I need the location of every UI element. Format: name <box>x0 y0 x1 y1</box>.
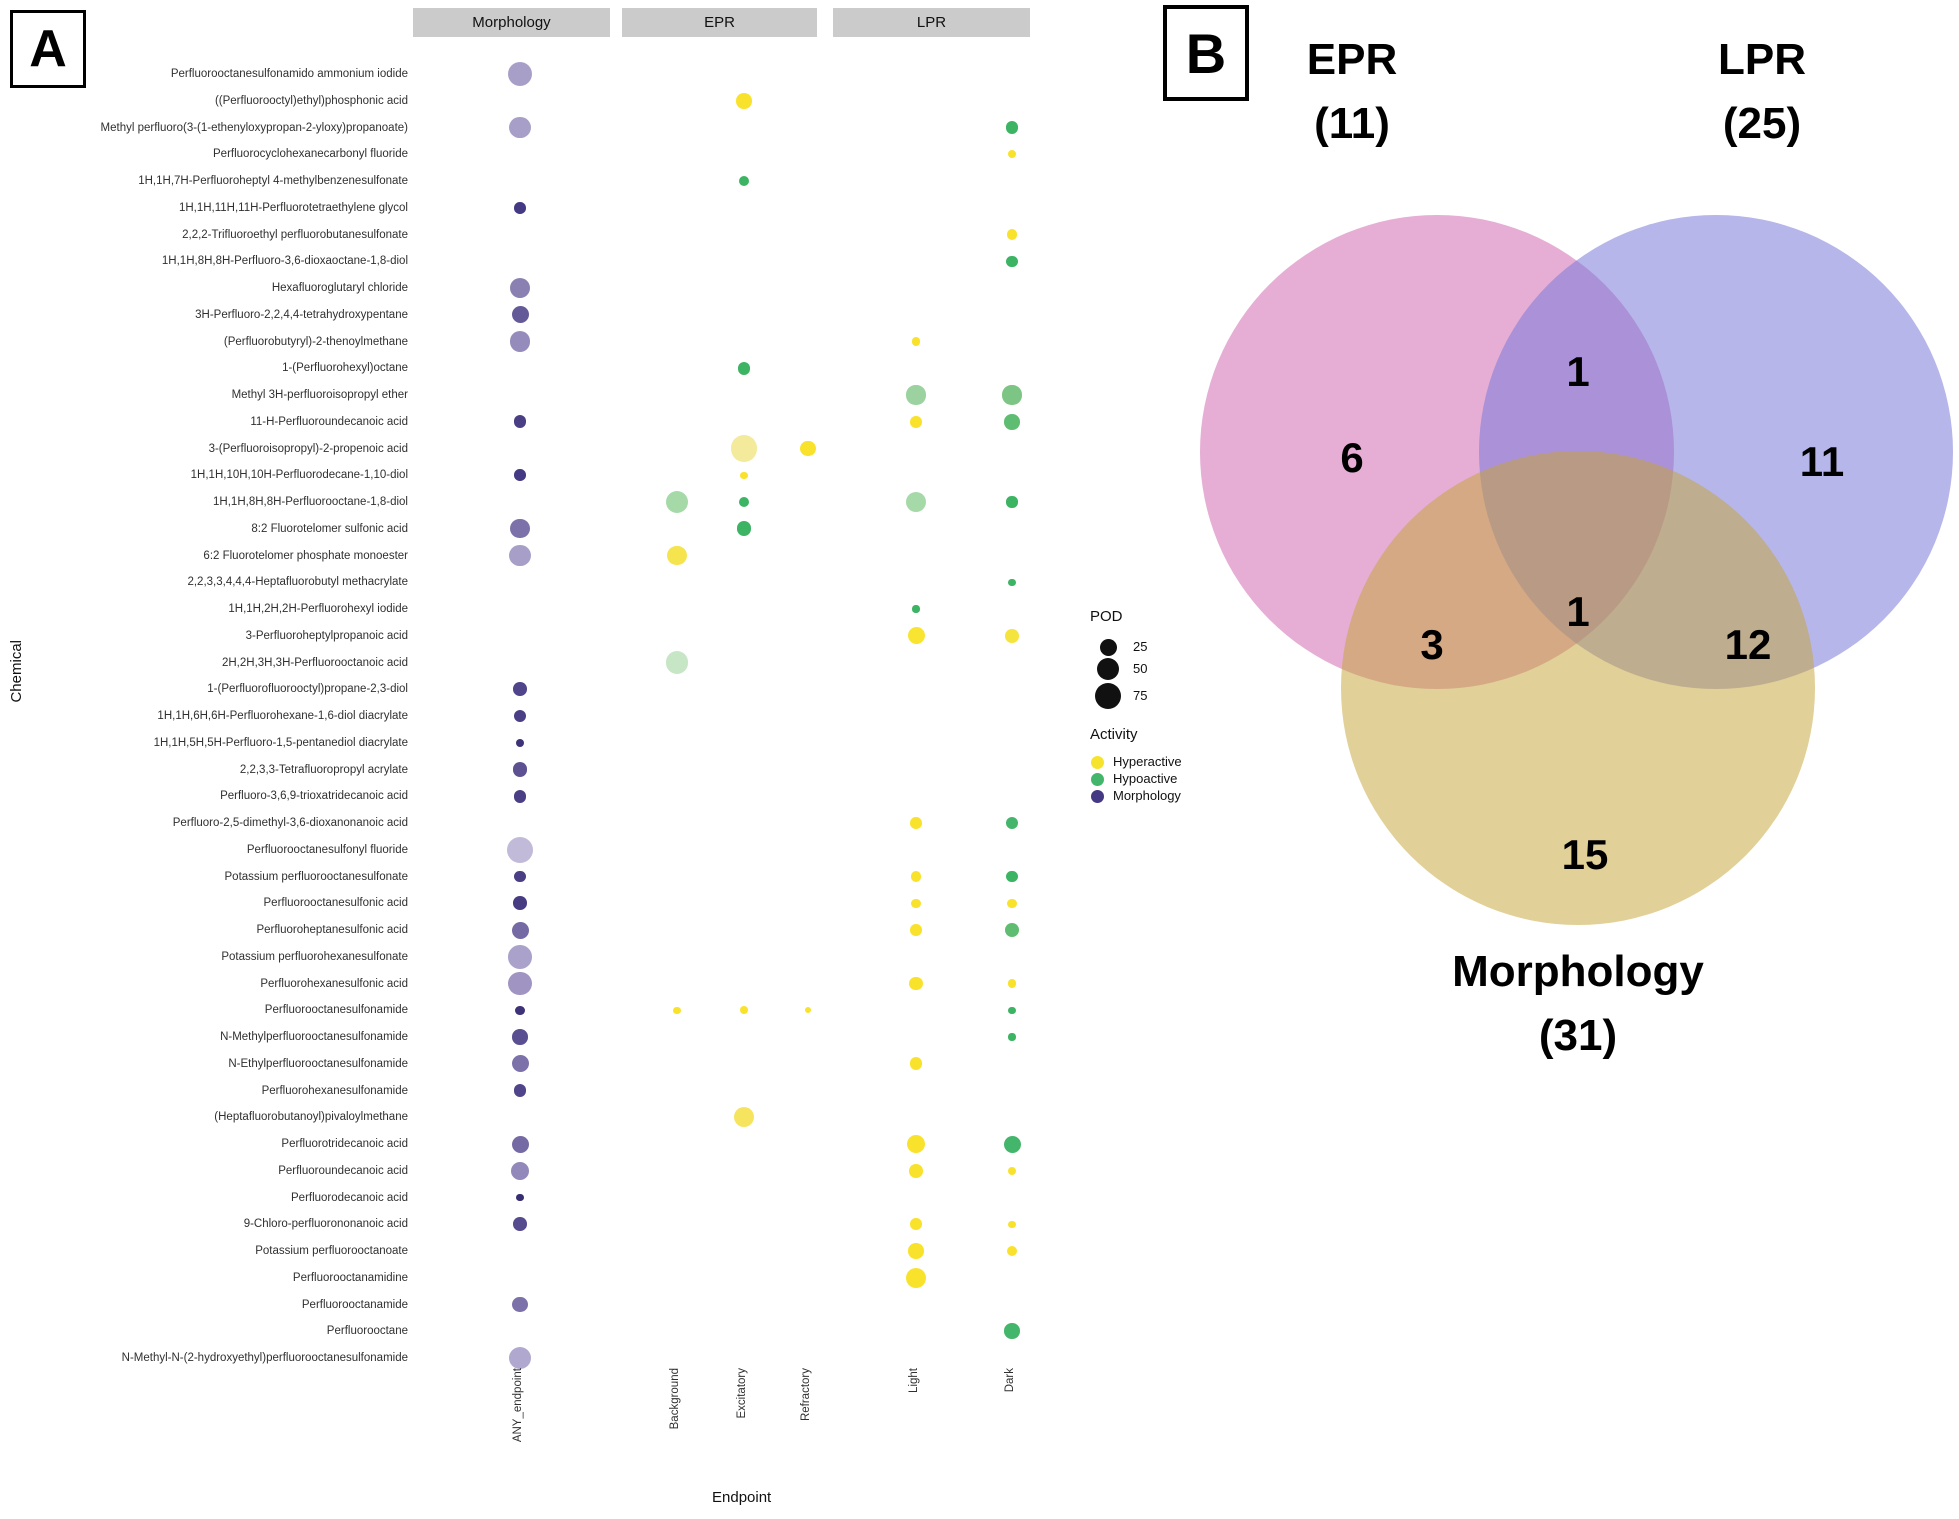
pod-dot <box>1008 1167 1016 1175</box>
pod-dot <box>514 1084 527 1097</box>
chemical-label: Perfluorohexanesulfonamide <box>261 1084 408 1097</box>
chemical-label: 2,2,2-Trifluoroethyl perfluorobutanesulfonate <box>182 228 408 241</box>
venn-set-label-epr: EPR (11) <box>1306 35 1398 148</box>
pod-dot <box>513 1217 527 1231</box>
chemical-label: Perfluorooctanesulfonamido ammonium iodide <box>170 68 408 80</box>
chemical-label: 2,2,3,3-Tetrafluoropropyl acrylate <box>239 763 408 776</box>
pod-dot <box>805 1007 811 1013</box>
group-header-epr: EPR <box>622 8 817 37</box>
pod-dot <box>512 1297 528 1313</box>
pod-legend-circle <box>1097 658 1120 681</box>
x-tick-ref: Refractory <box>800 1368 812 1422</box>
pod-dot <box>740 1006 748 1014</box>
chemical-label: Methyl perfluoro(3-(1-ethenyloxypropan-2-yloxy)propanoate) <box>100 121 408 134</box>
pod-dot <box>1008 150 1016 158</box>
chemical-label: 3-(Perfluoroisopropyl)-2-propenoic acid <box>208 442 408 455</box>
chemical-label: (Heptafluorobutanoyl)pivaloylmethane <box>214 1111 408 1124</box>
pod-dot <box>734 1107 754 1127</box>
pod-dot <box>511 1162 529 1180</box>
chemical-label: Perfluorotridecanoic acid <box>281 1138 408 1150</box>
chemical-label: N-Ethylperfluorooctanesulfonamide <box>228 1057 408 1070</box>
chemical-label: 1H,1H,2H,2H-Perfluorohexyl iodide <box>228 603 408 615</box>
pod-dot <box>909 1164 923 1178</box>
pod-dot <box>911 871 921 881</box>
pod-dot <box>508 972 532 996</box>
pod-legend-value: 50 <box>1133 661 1148 676</box>
chemical-label: Perfluorooctanamide <box>301 1298 408 1311</box>
x-tick-exc: Excitatory <box>736 1368 748 1419</box>
pod-dot <box>667 546 686 565</box>
pod-legend-title: POD <box>1090 608 1123 625</box>
pod-dot <box>739 497 749 507</box>
chemical-label: 2H,2H,3H,3H-Perfluorooctanoic acid <box>221 656 408 669</box>
pod-legend-circle <box>1095 683 1122 710</box>
pod-dot <box>737 521 752 536</box>
pod-dot <box>910 416 922 428</box>
panel-a-label: A <box>10 10 86 88</box>
chemical-label: 1H,1H,10H,10H-Perfluorodecane-1,10-diol <box>190 469 408 482</box>
chemical-label: 1H,1H,6H,6H-Perfluorohexane-1,6-diol diacrylate <box>157 710 408 722</box>
chemical-label: 3H-Perfluoro-2,2,4,4-tetrahydroxypentane <box>195 308 408 321</box>
pod-dot <box>1006 817 1019 830</box>
pod-dot <box>912 605 919 612</box>
pod-legend-value: 75 <box>1133 688 1148 703</box>
chemical-label: Potassium perfluorooctanoate <box>255 1245 408 1257</box>
x-tick-dark: Dark <box>1004 1368 1016 1393</box>
pod-dot <box>514 790 527 803</box>
activity-legend-label: Hypoactive <box>1113 771 1178 786</box>
pod-dot <box>512 1029 528 1045</box>
pod-dot <box>907 1135 925 1153</box>
panel-b-label: B <box>1163 5 1249 101</box>
activity-legend-dot-hypoactive <box>1091 773 1104 786</box>
chemical-label: (Perfluorobutyryl)-2-thenoylmethane <box>223 335 408 348</box>
pod-dot <box>513 896 527 910</box>
pod-dot <box>1002 385 1021 404</box>
pod-dot <box>1008 1007 1015 1014</box>
chemical-label: 6:2 Fluorotelomer phosphate monoester <box>203 549 408 562</box>
chemical-label: 1-(Perfluorofluorooctyl)propane-2,3-diol <box>207 683 408 696</box>
activity-legend-label: Hyperactive <box>1113 754 1182 769</box>
pod-dot <box>508 945 532 969</box>
chemical-label: 2,2,3,3,4,4,4-Heptafluorobutyl methacrylate <box>187 576 408 589</box>
venn-set-label-morphology: Morphology (31) <box>1452 947 1704 1060</box>
pod-dot <box>1008 579 1015 586</box>
pod-dot <box>1004 1323 1020 1339</box>
pod-dot <box>740 472 747 479</box>
chemical-label: Perfluorodecanoic acid <box>291 1191 408 1204</box>
pod-dot <box>509 545 530 566</box>
pod-dot <box>908 1243 924 1259</box>
group-header-lpr: LPR <box>833 8 1030 37</box>
chemical-label: N-Methylperfluorooctanesulfonamide <box>220 1031 408 1043</box>
pod-dot <box>516 1194 523 1201</box>
pod-dot <box>909 977 923 991</box>
pod-dot <box>1006 871 1018 883</box>
chemical-label: Perfluoroundecanoic acid <box>278 1164 408 1177</box>
pod-dot <box>515 1006 524 1015</box>
pod-dot <box>508 62 533 87</box>
pod-dot <box>1008 979 1016 987</box>
venn-count: 12 <box>1724 621 1772 668</box>
pod-dot <box>1005 629 1019 643</box>
chemical-label: 1H,1H,8H,8H-Perfluorooctane-1,8-diol <box>213 496 408 508</box>
venn-count: 15 <box>1561 831 1609 878</box>
pod-dot <box>510 278 530 298</box>
pod-dot <box>512 1055 529 1072</box>
pod-dot <box>1006 256 1017 267</box>
pod-dot <box>507 837 533 863</box>
pod-dot <box>673 1007 680 1014</box>
activity-legend-dot-morphology <box>1091 790 1104 803</box>
venn-count: 6 <box>1340 434 1364 481</box>
chemical-label: 11-H-Perfluoroundecanoic acid <box>250 415 408 428</box>
pod-dot <box>1004 414 1020 430</box>
chemical-label: N-Methyl-N-(2-hydroxyethyl)perfluorooctanesulfonamide <box>121 1352 408 1364</box>
pod-dot <box>514 710 527 723</box>
chemical-label: Methyl 3H-perfluoroisopropyl ether <box>231 389 408 401</box>
chemical-label: 1H,1H,7H-Perfluoroheptyl 4-methylbenzenesulfonate <box>138 175 408 187</box>
pod-dot <box>911 899 920 908</box>
chemical-label: 8:2 Fluorotelomer sulfonic acid <box>251 522 408 535</box>
pod-legend-circle <box>1100 639 1117 656</box>
pod-dot <box>908 627 925 644</box>
pod-dot <box>739 176 749 186</box>
pod-dot <box>906 1268 926 1288</box>
pod-dot <box>514 871 526 883</box>
pod-dot <box>514 415 527 428</box>
pod-dot <box>906 385 925 404</box>
pod-dot <box>509 1347 531 1369</box>
pod-dot <box>1005 923 1020 938</box>
pod-legend-value: 25 <box>1133 639 1148 654</box>
chemical-label: Perfluorocyclohexanecarbonyl fluoride <box>213 148 408 161</box>
pod-dot <box>731 435 758 462</box>
activity-legend-label: Morphology <box>1113 788 1181 803</box>
pod-dot <box>800 441 816 457</box>
x-tick-bg: Background <box>669 1368 681 1430</box>
venn-count: 1 <box>1566 588 1590 635</box>
chemical-label: Perfluorooctanamidine <box>292 1271 408 1284</box>
chemical-label: Perfluorohexanesulfonic acid <box>260 977 408 990</box>
chemical-label: 9-Chloro-perfluorononanoic acid <box>243 1218 408 1231</box>
chemical-label: 1H,1H,8H,8H-Perfluoro-3,6-dioxaoctane-1,8-diol <box>161 255 408 268</box>
pod-dot <box>1008 1033 1015 1040</box>
pod-dot <box>736 93 752 109</box>
pod-dot <box>912 337 920 345</box>
chemical-label: 1H,1H,5H,5H-Perfluoro-1,5-pentanediol diacrylate <box>153 736 408 749</box>
pod-dot <box>510 519 529 538</box>
group-header-morphology: Morphology <box>413 8 610 37</box>
chemical-label: 3-Perfluoroheptylpropanoic acid <box>245 629 408 642</box>
pod-dot <box>512 922 529 939</box>
chemical-label: Potassium perfluorooctanesulfonate <box>224 870 408 883</box>
venn-count: 1 <box>1566 348 1590 395</box>
pod-dot <box>666 491 688 513</box>
pod-dot <box>910 1057 923 1070</box>
pod-dot <box>738 362 751 375</box>
chemical-label: Potassium perfluorohexanesulfonate <box>221 950 408 963</box>
x-axis-title: Endpoint <box>712 1489 772 1506</box>
pod-dot <box>513 762 528 777</box>
activity-legend-title: Activity <box>1090 726 1138 743</box>
chemical-label: 1H,1H,11H,11H-Perfluorotetraethylene glycol <box>178 201 408 214</box>
venn-count: 11 <box>1799 438 1845 485</box>
venn-set-label-lpr: LPR (25) <box>1718 35 1806 148</box>
pod-dot <box>910 924 922 936</box>
pod-dot <box>1007 899 1016 908</box>
chemical-label: Perfluorooctanesulfonyl fluoride <box>246 843 408 856</box>
y-axis-title: Chemical <box>8 640 25 703</box>
pod-dot <box>1004 1136 1021 1153</box>
chemical-label: Perfluoro-3,6,9-trioxatridecanoic acid <box>220 790 408 803</box>
pod-dot <box>514 202 526 214</box>
chemical-label: Perfluoroheptanesulfonic acid <box>256 924 408 936</box>
pod-dot <box>906 492 926 512</box>
chemical-label: ((Perfluorooctyl)ethyl)phosphonic acid <box>214 94 408 107</box>
pod-dot <box>1007 229 1017 239</box>
pod-dot <box>516 739 524 747</box>
pod-dot <box>1006 496 1017 507</box>
activity-legend-dot-hyperactive <box>1091 756 1104 769</box>
chemical-label: 1-(Perfluorohexyl)octane <box>282 362 408 375</box>
pod-dot <box>509 117 530 138</box>
pod-dot <box>512 1136 529 1153</box>
pod-dot <box>666 651 688 673</box>
chemical-label: Perfluorooctanesulfonamide <box>264 1004 408 1017</box>
pod-dot <box>514 469 526 481</box>
pod-dot <box>910 1218 922 1230</box>
pod-dot <box>1007 1246 1017 1256</box>
chemical-label: Hexafluoroglutaryl chloride <box>271 282 408 294</box>
pod-dot <box>510 331 530 351</box>
pod-dot <box>1006 121 1019 134</box>
venn-count: 3 <box>1420 621 1444 668</box>
pod-dot <box>910 817 922 829</box>
x-tick-any: ANY_endpoint <box>512 1368 524 1443</box>
pod-dot <box>513 682 527 696</box>
pod-dot <box>1008 1221 1015 1228</box>
chemical-label: Perfluorooctanesulfonic acid <box>263 897 408 910</box>
pod-dot <box>512 306 529 323</box>
chemical-label: Perfluorooctane <box>326 1325 408 1338</box>
x-tick-light: Light <box>908 1368 920 1393</box>
chemical-label: Perfluoro-2,5-dimethyl-3,6-dioxanonanoic acid <box>172 817 408 829</box>
